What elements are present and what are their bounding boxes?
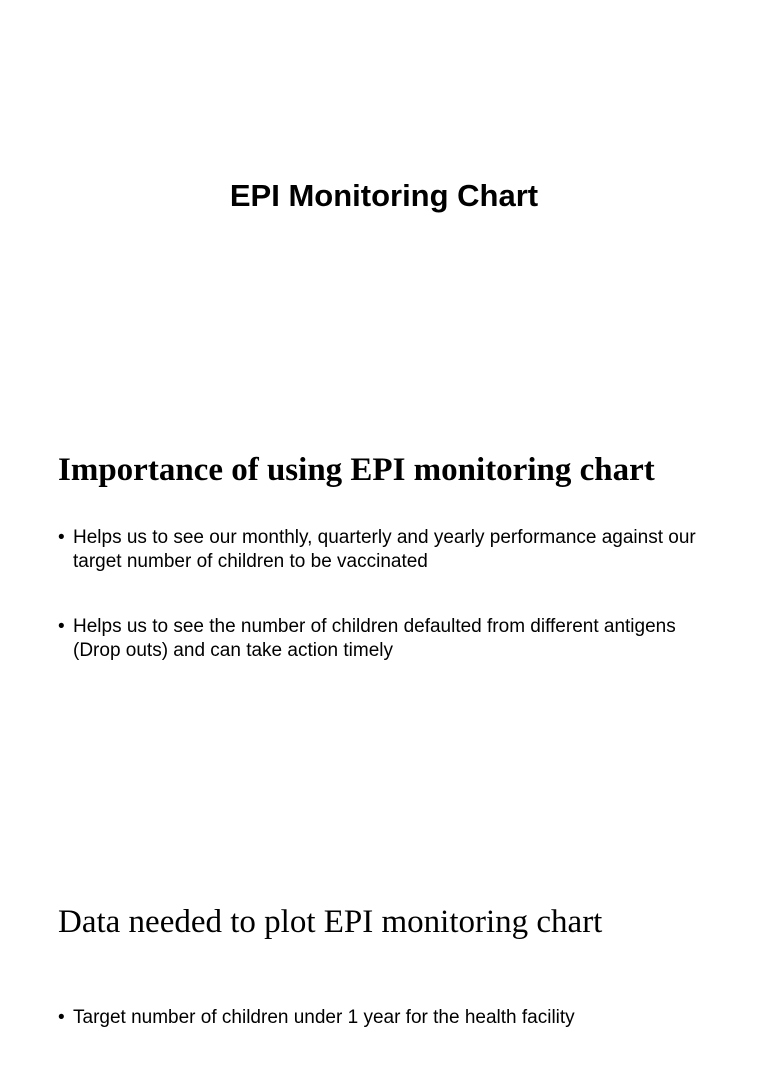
bullet-item: • Target number of children under 1 year for the health facility [58,1006,718,1030]
bullet-item: • Helps us to see our monthly, quarterly and yearly performance against our target number of children to be vaccinated [58,526,718,574]
importance-bullet-list [58,526,718,704]
slide-data-needed [0,860,768,1028]
data-needed-bullet-list [58,1006,718,1071]
importance-heading: Importance of using EPI monitoring chart [58,452,655,488]
slide-title [0,0,768,430]
slide-importance [0,430,768,860]
bullet-item: • Helps us to see the number of children defaulted from different antigens (Drop outs) and can take action timely [58,615,718,663]
data-needed-heading: Data needed to plot EPI monitoring chart [58,904,603,940]
slide-title-heading: EPI Monitoring Chart [229,178,539,213]
